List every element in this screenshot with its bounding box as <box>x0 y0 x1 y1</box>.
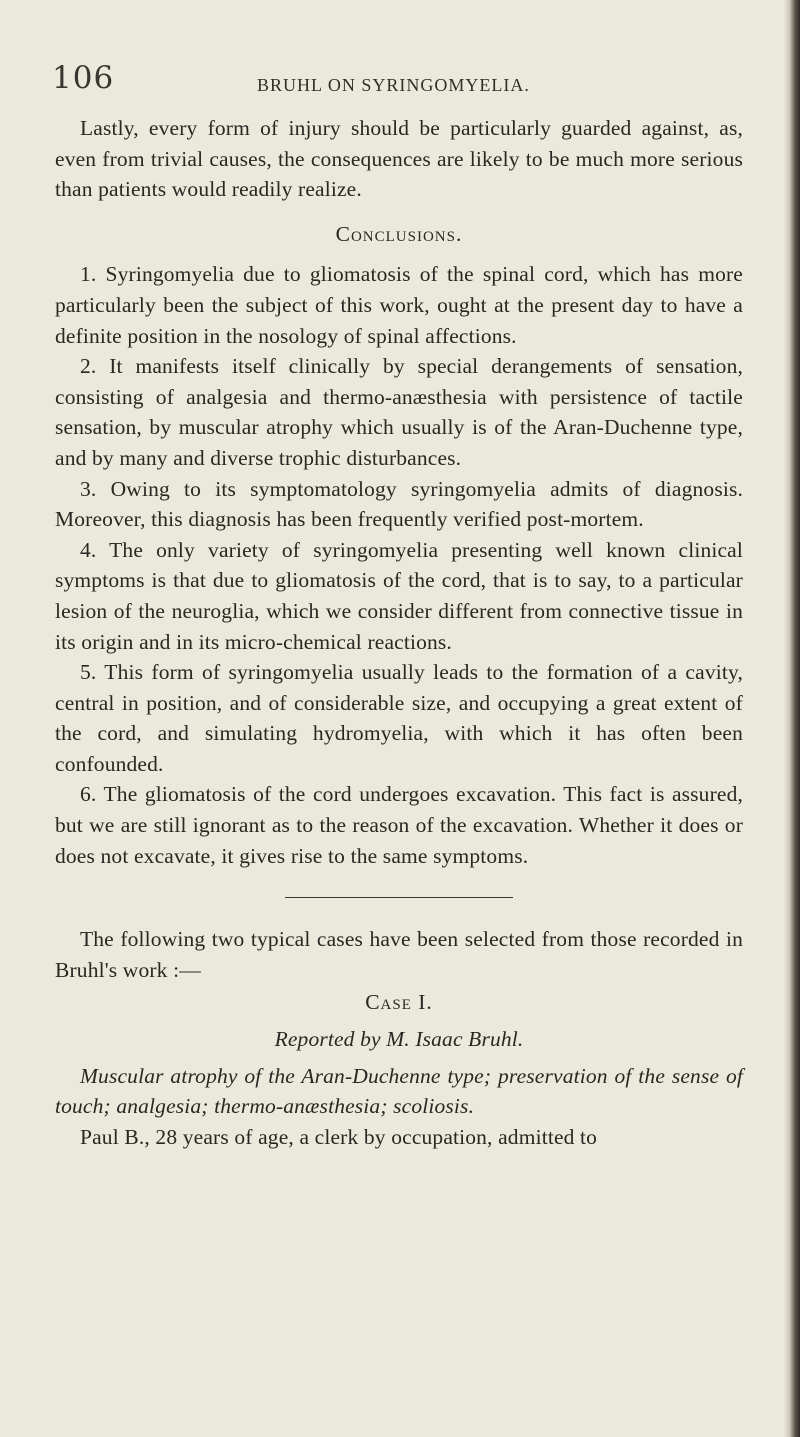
intro-paragraph: Lastly, every form of injury should be particularly guarded against, as, even from trivial causes, the consequences are likely to be much more serious than patients would readily realize. <box>55 116 743 202</box>
running-head: BRUHL ON SYRINGOMYELIA. <box>257 75 530 95</box>
conclusion-item-1: 1. Syringomyelia due to gliomatosis of the spinal cord, which has more particularly been the subject of this work, ought at the present day to have a definite position in the nosology of spinal affections. <box>55 262 743 348</box>
conclusion-item-5: 5. This form of syringomyelia usually leads to the formation of a cavity, central in position, and of considerable size, and occupying a great extent of the cord, and simulating hydromyelia, with which it has often been confounded. <box>55 660 743 776</box>
case-subtitle: Muscular atrophy of the Aran-Duchenne type; preservation of the sense of touch; analgesia; thermo-anæsthesia; scoliosis. <box>55 1063 743 1119</box>
conclusion-item-4: 4. The only variety of syringomyelia presenting well known clinical symptoms is that due to gliomatosis of the cord, that is to say, to a particular lesion of the neuroglia, which we consider different from connective tissue in its origin and in its micro-chemical reactions. <box>55 537 743 654</box>
case-byline: Reported by M. Isaac Bruhl. <box>274 1027 524 1052</box>
page-header <box>52 60 752 100</box>
section-divider <box>285 897 513 898</box>
page-edge-shadow <box>784 0 800 1437</box>
conclusion-item-6: 6. The gliomatosis of the cord undergoes excavation. This fact is assured, but we are still ignorant as to the reason of the excavation. Whether it does or does not excavate, it gives rise to the same symptoms. <box>55 782 743 868</box>
conclusion-item-3: 3. Owing to its symptomatology syringomyelia admits of diagnosis. Moreover, this diagnosis has been frequently verified post-mortem. <box>55 476 743 532</box>
conclusion-item-2: 2. It manifests itself clinically by special derangements of sensation, consisting of analgesia and thermo-anæsthesia with persistence of tactile sensation, by muscular atrophy which usually is of the Aran-Duchenne type, and by many and diverse trophic disturbances. <box>55 354 743 470</box>
case-heading: Case I. <box>365 990 433 1015</box>
conclusions-heading: Conclusions. <box>335 221 463 246</box>
case-first-line: Paul B., 28 years of age, a clerk by occupation, admitted to <box>80 1124 598 1149</box>
page-number: 106 <box>52 60 115 96</box>
cases-intro: The following two typical cases have been selected from those recorded in Bruhl's work :— <box>55 927 743 982</box>
page-body <box>55 113 743 1152</box>
